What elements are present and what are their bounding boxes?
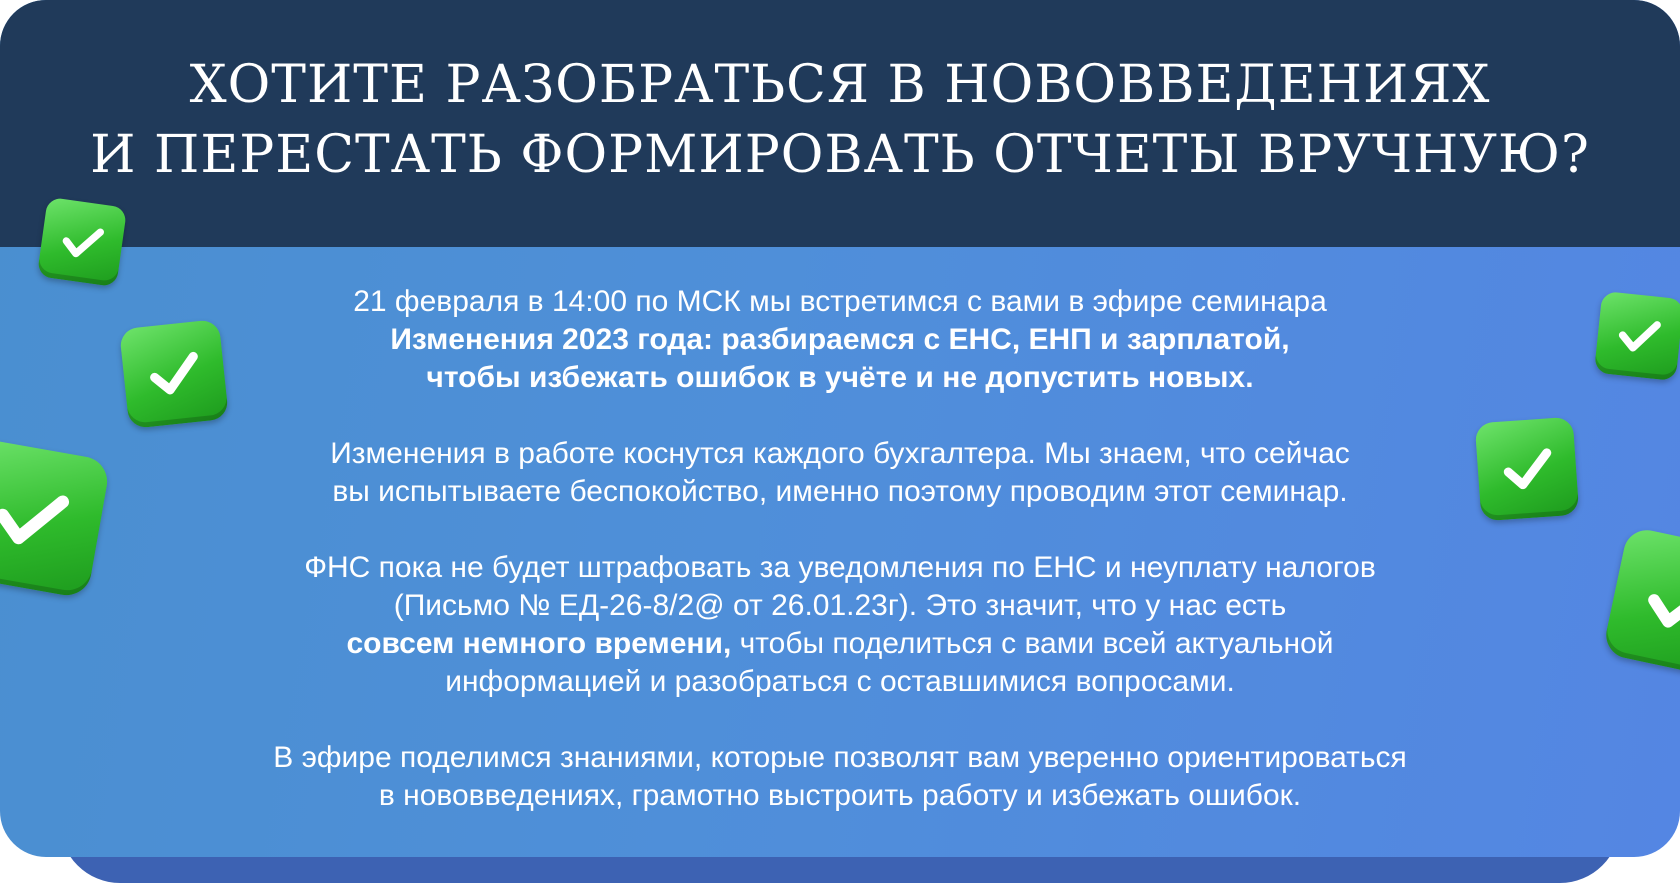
seminar-date-line: 21 февраля в 14:00 по МСК мы встретимся с вами в эфире семинара — [353, 285, 1327, 318]
check-mark-button-icon — [1475, 417, 1580, 522]
paragraph-knowledge — [80, 739, 1600, 815]
fns-line-4: информацией и разобраться с оставшимися вопросами. — [445, 665, 1235, 698]
paragraph-changes — [80, 435, 1600, 511]
headline — [0, 50, 1680, 190]
check-mark-button-icon — [1594, 291, 1680, 381]
headline-line-1: ХОТИТЕ РАЗОБРАТЬСЯ В НОВОВВЕДЕНИЯХ — [189, 55, 1491, 115]
seminar-title-line-2: чтобы избежать ошибок в учёте и не допустить новых. — [426, 361, 1254, 394]
changes-line-1: Изменения в работе коснутся каждого бухгалтера. Мы знаем, что сейчас — [330, 437, 1350, 470]
changes-line-2: вы испытываете беспокойство, именно поэтому проводим этот семинар. — [332, 475, 1348, 508]
paragraph-fns — [80, 549, 1600, 701]
fns-line-2: (Письмо № ЕД-26-8/2@ от 26.01.23г). Это значит, что у нас есть — [393, 589, 1287, 622]
knowledge-line-2: в нововведениях, грамотно выстроить работу и избежать ошибок. — [378, 779, 1302, 812]
headline-line-2: И ПЕРЕСТАТЬ ФОРМИРОВАТЬ ОТЧЕТЫ ВРУЧНУЮ? — [90, 125, 1590, 185]
fns-line-3-bold: совсем немного времени, — [346, 627, 732, 660]
fns-line-3 — [80, 625, 1600, 663]
paragraph-seminar-intro — [80, 283, 1600, 397]
body-text — [80, 283, 1600, 815]
check-mark-button-icon — [1602, 526, 1680, 680]
fns-line-3-rest: чтобы поделиться с вами всей актуальной — [731, 627, 1334, 660]
check-mark-button-icon — [119, 319, 229, 429]
header-band — [0, 0, 1680, 247]
fns-line-1: ФНС пока не будет штрафовать за уведомления по ЕНС и неуплату налогов — [304, 551, 1376, 584]
seminar-title-line-1: Изменения 2023 года: разбираемся с ЕНС, ЕНП и зарплатой, — [390, 323, 1290, 356]
knowledge-line-1: В эфире поделимся знаниями, которые позволят вам уверенно ориентироваться — [273, 741, 1407, 774]
check-mark-button-icon — [37, 197, 127, 287]
